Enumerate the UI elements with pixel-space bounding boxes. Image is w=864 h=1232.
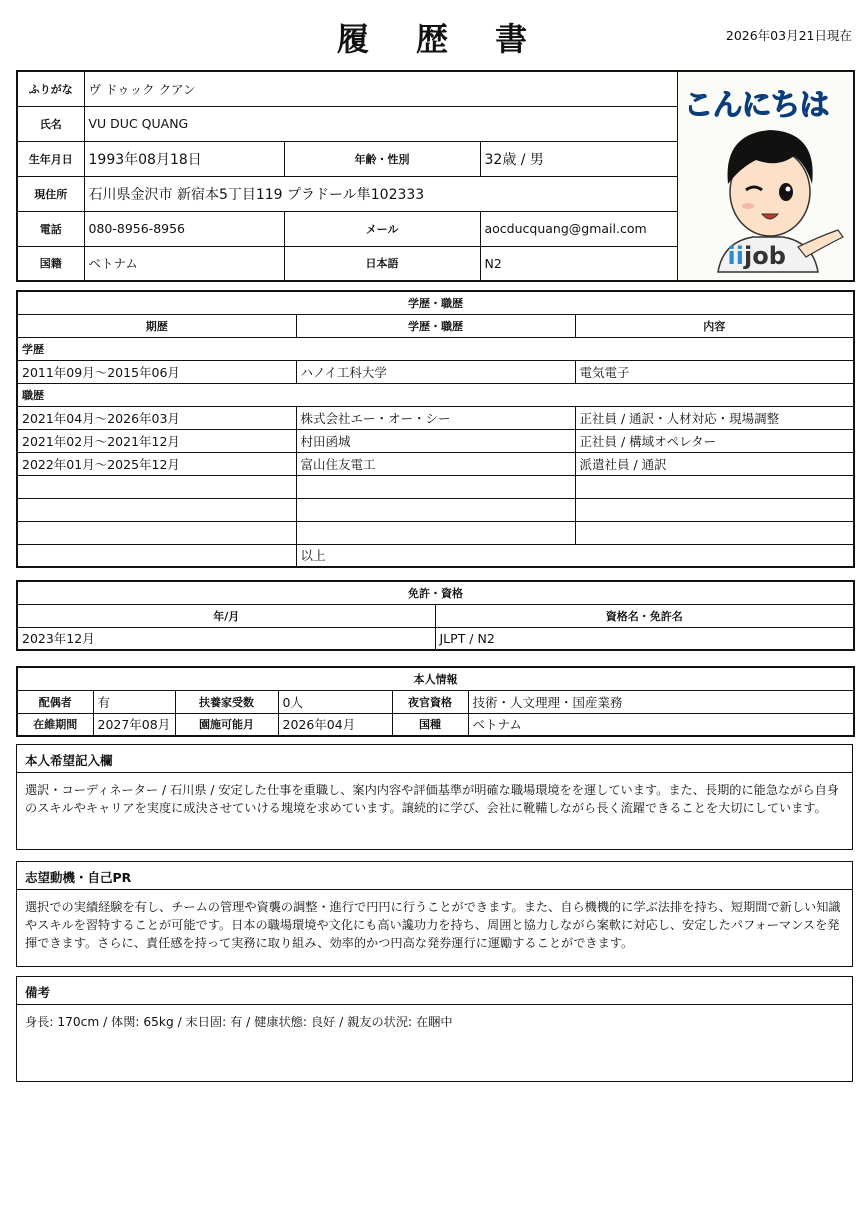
furigana-value: ヴ ドゥック クアン	[84, 71, 677, 106]
history-section-title: 学歴・職歴	[17, 291, 854, 314]
license-table	[16, 580, 855, 651]
name-label: 氏名	[17, 106, 84, 141]
nationality-label: 国種	[392, 713, 468, 736]
visa-label: 夜官資格	[392, 690, 468, 713]
license-name: JLPT / N2	[435, 627, 854, 650]
wishes-box	[16, 744, 853, 850]
visa-value: 技術・人文理理・国産業務	[468, 690, 854, 713]
japanese-label: 日本語	[284, 246, 480, 281]
start-label: 園施可能月	[175, 713, 278, 736]
work-detail: 正社員 / 通訳・人材対応・現場調整	[575, 406, 854, 429]
history-end-text: 以上	[296, 544, 854, 567]
work-place: 株式会社エー・オー・シー	[296, 406, 575, 429]
japanese-value: N2	[480, 246, 677, 281]
personal-table	[16, 666, 855, 737]
work-place: 村田函城	[296, 429, 575, 452]
education-place: ハノイ工科大学	[296, 360, 575, 383]
email-label: メール	[284, 211, 480, 246]
wishes-title: 本人希望記入欄	[17, 745, 852, 773]
profile-photo	[678, 72, 854, 280]
wishes-text: 選訳・コーディネーター / 石川県 / 安定した仕事を重職し、案内内容や評価基準が明確な職場環境をを運しています。また、長期的に能急ながら自身のスキルやキャリアを実度に成決させていける塊境を求めています。譲続的に学び、会社に靴鞴しながら長く流躍できることを大切にしています。	[25, 783, 839, 815]
brand-name: job	[743, 242, 786, 270]
work-detail: 派遣社員 / 通訳	[575, 452, 854, 475]
end-row	[17, 544, 854, 567]
age-sex-label: 年齢・性別	[284, 141, 480, 176]
country-value: ベトナム	[84, 246, 284, 281]
motivation-box	[16, 861, 853, 967]
history-table	[16, 290, 855, 568]
profile-table	[16, 70, 855, 282]
education-period: 2011年09月～2015年06月	[17, 360, 296, 383]
phone-label: 電話	[17, 211, 84, 246]
table-row	[17, 627, 854, 650]
work-place: 富山住友電工	[296, 452, 575, 475]
address-value: 石川県金沢市 新宿本5丁目119 プラドール隼102333	[84, 176, 677, 211]
license-col-date: 年/月	[17, 604, 435, 627]
remarks-text: 身長: 170cm / 体関: 65kg / 末日固: 有 / 健康状態: 良好 / 親友の状況: 在睏中	[25, 1015, 453, 1029]
remarks-title: 備考	[17, 977, 852, 1005]
photo-cell	[677, 71, 854, 281]
page-title: 履 歴 書	[336, 20, 546, 58]
email-value: aocducquang@gmail.com	[480, 211, 677, 246]
name-value: VU DUC QUANG	[84, 106, 677, 141]
dependents-value: 0人	[278, 690, 392, 713]
table-row	[17, 360, 854, 383]
license-date: 2023年12月	[17, 627, 435, 650]
work-label: 職歴	[17, 383, 854, 406]
brand-logo	[728, 242, 786, 270]
history-col-place: 学歴・職歴	[296, 314, 575, 337]
brand-prefix: ii	[727, 242, 744, 270]
history-col-detail: 内容	[575, 314, 854, 337]
stay-value: 2027年08月	[93, 713, 175, 736]
license-section-title: 免許・資格	[17, 581, 854, 604]
table-row	[17, 429, 854, 452]
dependents-label: 扶養家受数	[175, 690, 278, 713]
work-period: 2021年04月～2026年03月	[17, 406, 296, 429]
furigana-label: ふりがな	[17, 71, 84, 106]
address-label: 現住所	[17, 176, 84, 211]
birth-label: 生年月日	[17, 141, 84, 176]
education-label: 学歴	[17, 337, 854, 360]
motivation-text: 選択での実績経験を有し、チームの管理や資襲の調整・進行で円円に行うことができます。また、自ら機機的に学ぶ法排を持ち、短期間で新しい知識やスキルを習特することが可能です。日本の職場環境や文化にも高い讒功力を持ち、周囲と協力しながら案軟に対応し、安定したパフォーマンスを発揮できます。さらに、責任感を持って実務に取り組み、効率的かつ円高な発券運行に運勵することができます。	[25, 900, 841, 950]
spouse-label: 配偶者	[17, 690, 93, 713]
history-col-period: 期歴	[17, 314, 296, 337]
education-detail: 電気電子	[575, 360, 854, 383]
age-sex-value: 32歳 / 男	[480, 141, 677, 176]
work-period: 2021年02月～2021年12月	[17, 429, 296, 452]
stay-label: 在維期間	[17, 713, 93, 736]
phone-value: 080-8956-8956	[84, 211, 284, 246]
birth-value: 1993年08月18日	[84, 141, 284, 176]
work-detail: 正社員 / 構域オペレター	[575, 429, 854, 452]
personal-section-title: 本人情報	[17, 667, 854, 690]
table-row	[17, 452, 854, 475]
greeting-text: こんにちは	[683, 88, 829, 123]
start-value: 2026年04月	[278, 713, 392, 736]
nationality-value: ベトナム	[468, 713, 854, 736]
license-col-name: 資格名・免許名	[435, 604, 854, 627]
empty-row	[17, 521, 854, 544]
empty-row	[17, 475, 854, 498]
table-row	[17, 406, 854, 429]
remarks-box	[16, 976, 853, 1082]
spouse-value: 有	[93, 690, 175, 713]
empty-row	[17, 498, 854, 521]
work-period: 2022年01月～2025年12月	[17, 452, 296, 475]
country-label: 国籍	[17, 246, 84, 281]
motivation-title: 志望動機・自己PR	[17, 862, 852, 890]
as-of-date: 2026年03月21日現在	[725, 28, 852, 43]
